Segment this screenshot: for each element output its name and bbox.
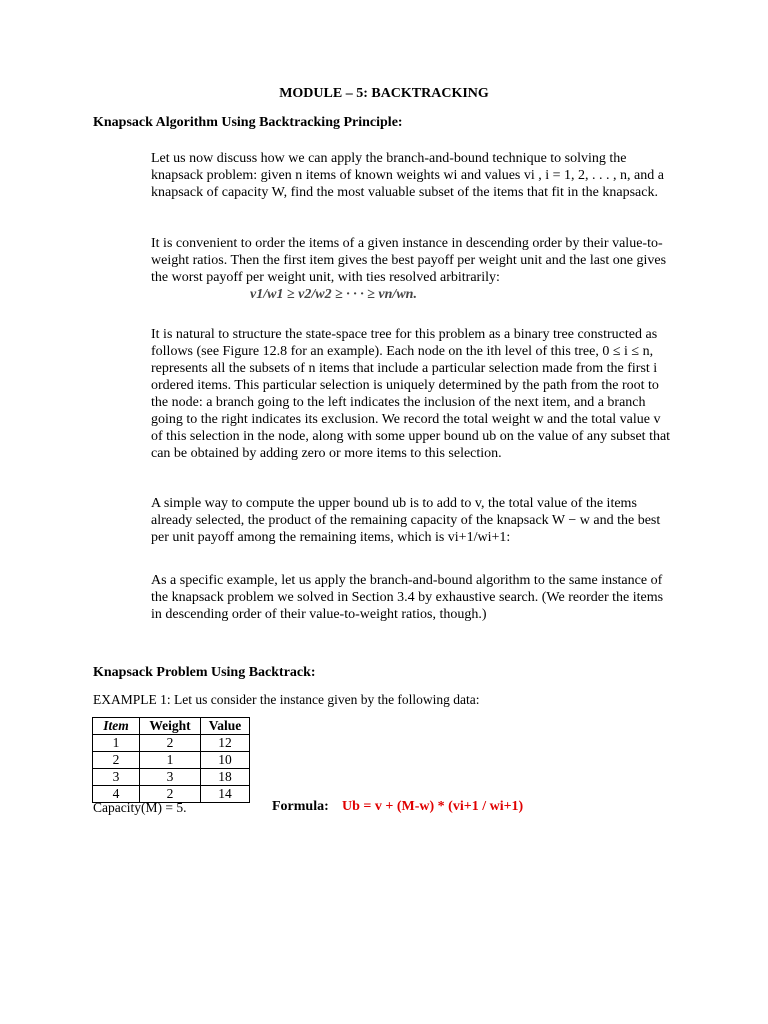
cell-weight: 1 <box>140 752 201 769</box>
cell-item: 1 <box>93 735 140 752</box>
example-text: EXAMPLE 1: Let us consider the instance given by the following data: <box>93 692 480 707</box>
paragraph-intro: Let us now discuss how we can apply the branch-and-bound technique to solving the knapsack problem: given n items of known weights wi and values vi , i = 1, 2, . . . , n, and a knapsack of capacity W, find the most valuable subset of the items that fit in the knapsack. <box>151 151 664 200</box>
cell-value: 14 <box>201 786 250 803</box>
table-row <box>93 769 250 786</box>
column-header-weight: Weight <box>140 718 201 735</box>
paragraph-upper-bound: A simple way to compute the upper bound ub is to add to v, the total value of the items already selected, the product of the remaining capacity of the knapsack W − w and the best per unit payoff among the remaining items, which is vi+1/wi+1: <box>151 496 661 545</box>
cell-value: 10 <box>201 752 250 769</box>
capacity-text: Capacity(M) = 5. <box>93 800 187 815</box>
paragraph-ordering: It is convenient to order the items of a given instance in descending order by their value-to-weight ratios. Then the first item gives the best payoff per weight unit and the last one gives the worst payoff per weight unit, with ties resolved arbitrarily: <box>151 236 667 285</box>
cell-value: 18 <box>201 769 250 786</box>
section-heading-backtracking-principle: Knapsack Algorithm Using Backtracking Principle: <box>93 115 403 130</box>
table-row <box>93 752 250 769</box>
paragraph-state-space-tree: It is natural to structure the state-space tree for this problem as a binary tree constructed as follows (see Figure 12.8 for an example). Each node on the ith level of this tree, 0 ≤ i ≤ n, represents all the subsets of n items that include a particular selection made from the first i ordered items. This particular selection is uniquely determined by the path from the root to the node: a branch going to the left indicates the inclusion of the next item, and a branch going to the right indicates its exclusion. We record the total weight w and the total value v of this selection in the node, along with some upper bound ub on the value of any subset that can be obtained by adding zero or more items to this selection. <box>151 327 671 461</box>
table-header-row <box>93 718 250 735</box>
column-header-value: Value <box>201 718 250 735</box>
cell-weight: 3 <box>140 769 201 786</box>
formula-label: Formula: <box>272 799 329 814</box>
cell-item: 2 <box>93 752 140 769</box>
formula-expression: Ub = v + (M-w) * (vi+1 / wi+1) <box>342 799 524 814</box>
page-title: MODULE – 5: BACKTRACKING <box>279 86 489 101</box>
cell-item: 3 <box>93 769 140 786</box>
table-row <box>93 735 250 752</box>
paragraph-specific-example: As a specific example, let us apply the branch-and-bound algorithm to the same instance of the knapsack problem we solved in Section 3.4 by exhaustive search. (We reorder the items in descending order of their value-to-weight ratios, though.) <box>151 573 664 622</box>
ratio-equation: v1/w1 ≥ v2/w2 ≥ · · · ≥ vn/wn. <box>250 287 417 302</box>
knapsack-data-table <box>92 717 250 803</box>
column-header-item: Item <box>93 718 140 735</box>
cell-weight: 2 <box>140 735 201 752</box>
cell-weight: 2 <box>140 786 201 803</box>
section-heading-backtrack: Knapsack Problem Using Backtrack: <box>93 665 316 680</box>
cell-value: 12 <box>201 735 250 752</box>
cell-item: 4 <box>93 786 140 803</box>
